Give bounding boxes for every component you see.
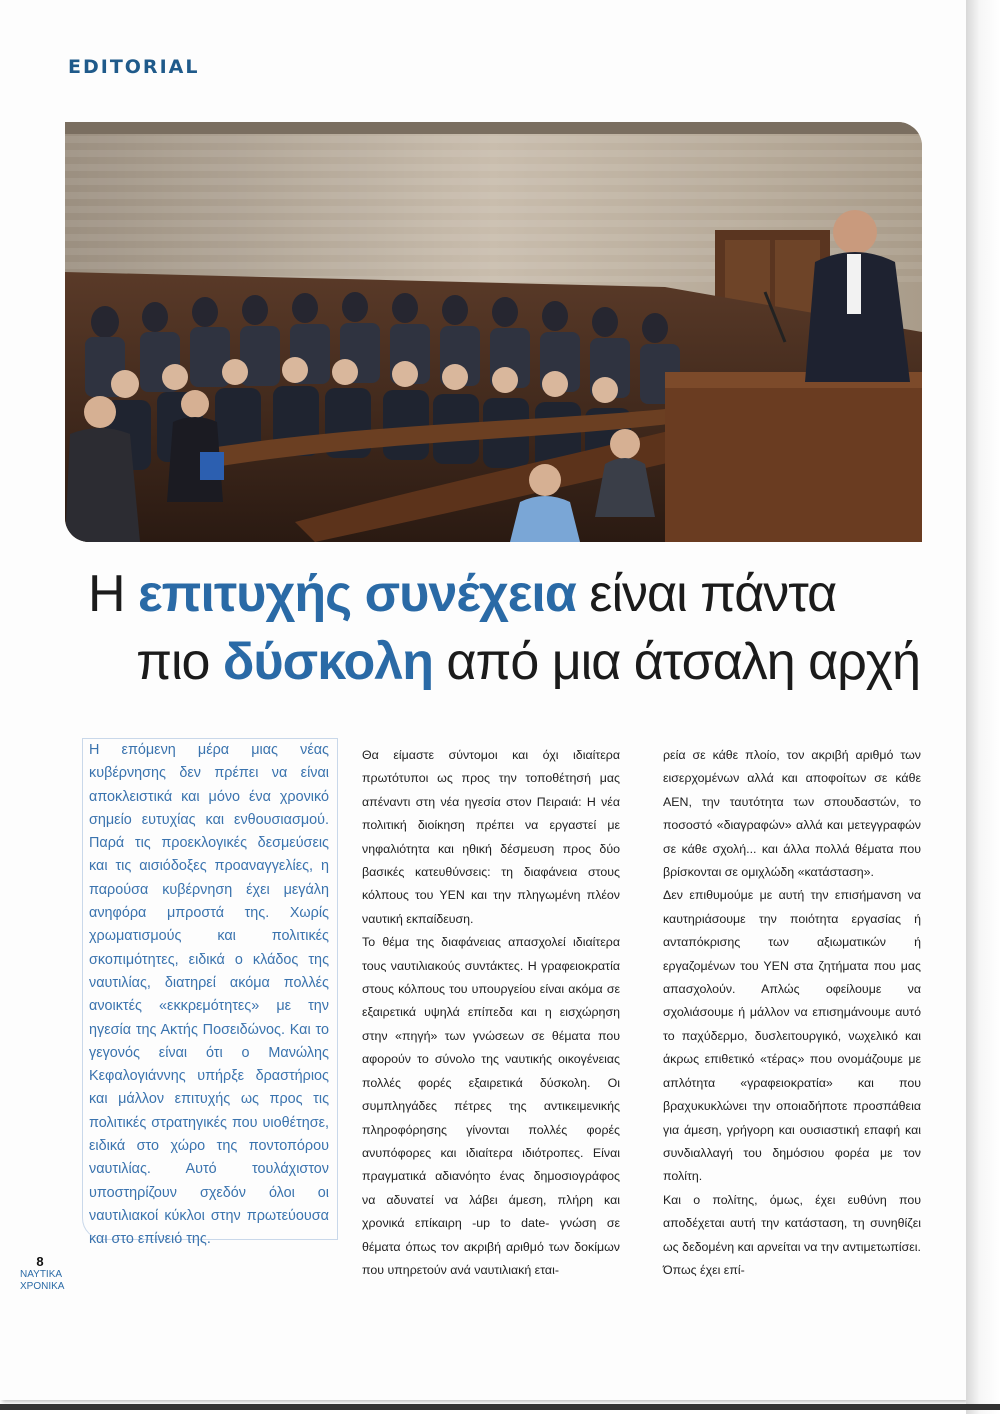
column-1-paragraph: Το θέμα της διαφάνειας απασχολεί ιδιαίτερα τους ναυτιλιακούς συντάκτες. Η γραφειοκρατία στους κόλπους του υπουργείου είναι ακόμα σε εξαιρετικά υψηλά επίπεδα και η εισχώρηση στην «πηγή» των γνώσεων σε θέματα που αφορούν το σύνολο της ναυτικής οικογένειας πολλές φορές εξαιρετικά δύσκολη. Οι συμπληγάδες πέτρες της αντικειμενικής πληροφόρησης γίνονται πολλές φορές ανυπόφορες και ιδιαίτερα ιδιότροπες. Είναι πραγματικά αδιανόητο ένας δημοσιογράφος να αδυνατεί να λάβει άμεση, πλήρη και χρονικά επίκαιρη -up to date- γνώση σε θέματα όπως τον ακριβή αριθμό των δοκίμων που υπηρετούν ανά ναυτιλιακή εται- bbox=[362, 935, 620, 1277]
magazine-name-line-2: ΧΡΟΝΙΚΑ bbox=[20, 1281, 65, 1292]
page-edge-shadow bbox=[966, 0, 1000, 1414]
lead-box bbox=[82, 738, 338, 1248]
headline-line-1 bbox=[60, 564, 948, 624]
parliament-photo bbox=[65, 122, 922, 542]
section-label: EDITORIAL bbox=[68, 56, 200, 78]
headline-line-2-highlight: δύσκολη bbox=[222, 633, 433, 691]
lead-text: Η επόμενη μέρα μιας νέας κυβέρνησης δεν πρέπει να είναι αποκλειστικά και μόνο ένα χρονικό σημείο ευτυχίας και ενθουσιασμού. Παρά τις προεκλογικές δεσμεύσεις και τις αισιόδοξες προαναγγελίες, η παρούσα κυβέρνηση έχει μεγάλη ανηφόρα μπροστά της. Χωρίς χρωματισμούς και πολιτικές σκοπιμότητες, ειδικά ο κλάδος της ναυτιλίας, διατηρεί ακόμα πολλές ανοικτές «εκκρεμότητες» με την ηγεσία της Ακτής Ποσειδώνος. Και το γεγονός είναι ότι ο Μανώλης Κεφαλογιάννης υπήρξε δραστήριος και μάλλον επιτυχής ως προς τις πολιτικές στρατηγικές που υιοθέτησε, ειδικά στο χώρο της ποντοπόρου ναυτιλίας. Αυτό τουλάχιστον υποστηρίζουν σχεδόν όλοι οι ναυτιλιακοί κύκλοι στην πρωτεύουσα και στο επίνειό της. bbox=[89, 742, 329, 1248]
body-column-1 bbox=[362, 744, 620, 1282]
headline-line-1-highlight: επιτυχής συνέχεια bbox=[138, 565, 576, 623]
body-column-2 bbox=[663, 744, 921, 1282]
column-1-paragraph: Θα είμαστε σύντομοι και όχι ιδιαίτερα πρωτότυποι ως προς την τοποθέτησή μας απέναντι στη νέα ηγεσία στον Πειραιά: Η νέα πολιτική διοίκηση πρέπει να εργαστεί με νηφαλιότητα και ηθική δέσμευση προς δύο βασικές κατευθύνσεις: τη διαφάνεια στους κόλπους του ΥΕΝ και την πληγωμένη πλέον ναυτική εκπαίδευση. bbox=[362, 748, 620, 926]
headline-line-2 bbox=[60, 632, 920, 692]
magazine-name-line-1: ΝΑΥΤΙΚΑ bbox=[20, 1269, 63, 1280]
bottom-rule bbox=[0, 1404, 1000, 1410]
column-2-paragraph: ρεία σε κάθε πλοίο, τον ακριβή αριθμό των εισερχομένων αλλά και αποφοίτων σε κάθε ΑΕΝ, την ταυτότητα των σπουδαστών, το ποσοστό «διαγραφών» αλλά και μετεγγραφών σε κάθε σχολή... και άλλα πολλά θέματα που βρίσκονται σε ομιχλώδη «κατάσταση». bbox=[663, 748, 921, 880]
page-number: 8 bbox=[36, 1254, 44, 1269]
column-2-paragraph: Δεν επιθυμούμε με αυτή την επισήμανση να καυτηριάσουμε την ποιότητα εργασίας ή ανταπόκρισης των αξιωματικών ή εργαζομένων του ΥΕΝ στα ζητήματα που μας απασχολούν. Απλώς οφείλουμε να σχολιάσουμε ή μάλλον να επισημάνουμε αυτό το παχύδερμο, δυσλειτουργικό, νωχελικό και άκρως επιθετικό «τέρας» που ονομάζουμε με απλότητα «γραφειοκρατία» και που βραχυκυκλώνει την οποιαδήποτε προσπάθεια για άμεση, γρήγορη και ουσιαστική επαφή και συνδιαλλαγή του δημόσιου φορέα με τον πολίτη. bbox=[663, 888, 921, 1184]
folio bbox=[20, 1254, 65, 1293]
headline-line-1-suffix: είναι πάντα bbox=[575, 565, 837, 623]
headline-line-2-prefix: πιο bbox=[136, 633, 223, 691]
headline-line-1-prefix: Η bbox=[88, 565, 138, 623]
headline-line-2-suffix: από μια άτσαλη αρχή bbox=[432, 633, 920, 691]
column-2-paragraph: Και ο πολίτης, όμως, έχει ευθύνη που αποδέχεται αυτή την κατάσταση, τη συνηθίζει ως δεδομένη και αρνείται να την αντιμετωπίσει. Όπως έχει επί- bbox=[663, 1192, 921, 1277]
